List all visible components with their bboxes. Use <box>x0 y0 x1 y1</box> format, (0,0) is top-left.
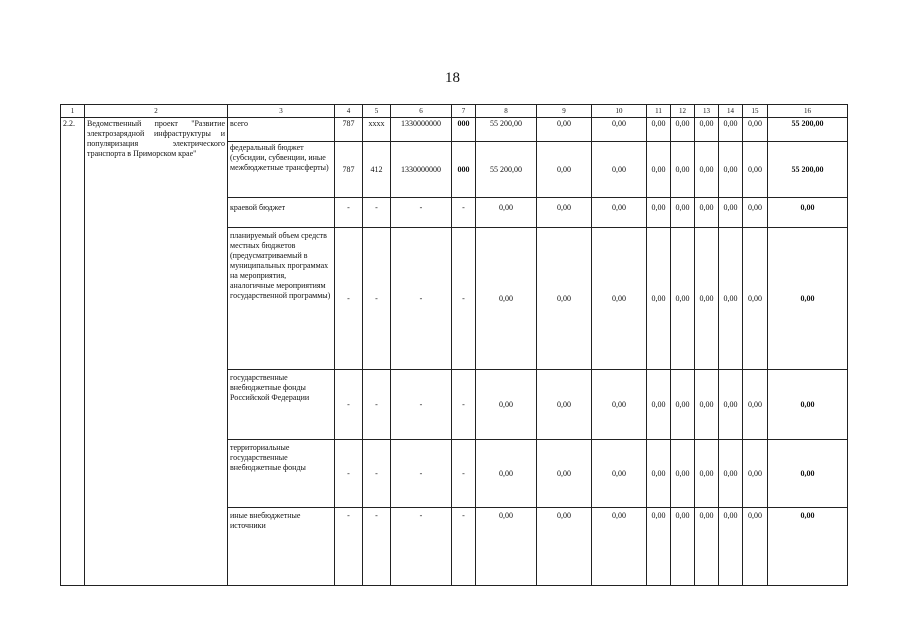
cell-c6: 1330000000 <box>391 142 452 198</box>
cell-c11: 0,00 <box>647 198 671 228</box>
cell-c5: 412 <box>363 142 391 198</box>
cell-c5: - <box>363 370 391 440</box>
cell-c7: 000 <box>452 118 476 142</box>
cell-c15: 0,00 <box>743 228 768 370</box>
cell-c4: - <box>335 198 363 228</box>
header-cell: 6 <box>391 105 452 118</box>
cell-c9: 0,00 <box>537 198 592 228</box>
cell-c15: 0,00 <box>743 440 768 508</box>
cell-c4: - <box>335 440 363 508</box>
cell-c16: 0,00 <box>768 198 848 228</box>
cell-c14: 0,00 <box>719 142 743 198</box>
header-cell: 5 <box>363 105 391 118</box>
source-label: государственные внебюджетные фонды Российской Федерации <box>228 370 335 440</box>
source-label: краевой бюджет <box>228 198 335 228</box>
cell-c4: - <box>335 370 363 440</box>
cell-c6: - <box>391 198 452 228</box>
cell-c16: 55 200,00 <box>768 142 848 198</box>
cell-c9: 0,00 <box>537 228 592 370</box>
header-cell: 2 <box>85 105 228 118</box>
header-cell: 15 <box>743 105 768 118</box>
cell-c13: 0,00 <box>695 198 719 228</box>
header-cell: 12 <box>671 105 695 118</box>
header-cell: 4 <box>335 105 363 118</box>
cell-c15: 0,00 <box>743 370 768 440</box>
source-label: всего <box>228 118 335 142</box>
source-label: планируемый объем средств местных бюджетов (предусматриваемый в муниципальных программах на мероприятия, аналогичные мероприятиям государственной программы) <box>228 228 335 370</box>
cell-c10: 0,00 <box>592 508 647 586</box>
cell-c9: 0,00 <box>537 508 592 586</box>
cell-c15: 0,00 <box>743 198 768 228</box>
cell-c5: - <box>363 228 391 370</box>
cell-c8: 0,00 <box>476 198 537 228</box>
cell-c5: - <box>363 440 391 508</box>
cell-c13: 0,00 <box>695 228 719 370</box>
project-name: Ведомственный проект "Развитие электрозарядной инфраструктуры и популяризация электрического транспорта в Приморском крае" <box>85 118 228 586</box>
cell-c8: 0,00 <box>476 228 537 370</box>
cell-c16: 0,00 <box>768 508 848 586</box>
item-number: 2.2. <box>61 118 85 586</box>
source-label: территориальные государственные внебюджетные фонды <box>228 440 335 508</box>
cell-c10: 0,00 <box>592 440 647 508</box>
header-cell: 8 <box>476 105 537 118</box>
cell-c15: 0,00 <box>743 142 768 198</box>
source-label: федеральный бюджет (субсидии, субвенции, иные межбюджетные трансферты) <box>228 142 335 198</box>
cell-c4: 787 <box>335 142 363 198</box>
cell-c14: 0,00 <box>719 198 743 228</box>
header-cell: 9 <box>537 105 592 118</box>
cell-c4: 787 <box>335 118 363 142</box>
cell-c6: - <box>391 508 452 586</box>
cell-c15: 0,00 <box>743 118 768 142</box>
header-cell: 13 <box>695 105 719 118</box>
cell-c11: 0,00 <box>647 370 671 440</box>
cell-c14: 0,00 <box>719 118 743 142</box>
cell-c13: 0,00 <box>695 142 719 198</box>
cell-c13: 0,00 <box>695 440 719 508</box>
cell-c4: - <box>335 228 363 370</box>
cell-c12: 0,00 <box>671 508 695 586</box>
cell-c16: 55 200,00 <box>768 118 848 142</box>
cell-c12: 0,00 <box>671 118 695 142</box>
cell-c10: 0,00 <box>592 118 647 142</box>
cell-c9: 0,00 <box>537 142 592 198</box>
cell-c12: 0,00 <box>671 142 695 198</box>
cell-c11: 0,00 <box>647 508 671 586</box>
header-cell: 16 <box>768 105 848 118</box>
cell-c8: 0,00 <box>476 508 537 586</box>
cell-c5: - <box>363 508 391 586</box>
source-label: иные внебюджетные источники <box>228 508 335 586</box>
cell-c11: 0,00 <box>647 142 671 198</box>
cell-c6: - <box>391 440 452 508</box>
header-cell: 3 <box>228 105 335 118</box>
header-cell: 11 <box>647 105 671 118</box>
cell-c7: - <box>452 508 476 586</box>
cell-c5: хххх <box>363 118 391 142</box>
cell-c14: 0,00 <box>719 228 743 370</box>
cell-c11: 0,00 <box>647 228 671 370</box>
cell-c12: 0,00 <box>671 228 695 370</box>
header-cell: 7 <box>452 105 476 118</box>
cell-c12: 0,00 <box>671 198 695 228</box>
cell-c11: 0,00 <box>647 118 671 142</box>
cell-c8: 0,00 <box>476 440 537 508</box>
cell-c6: - <box>391 370 452 440</box>
cell-c8: 0,00 <box>476 370 537 440</box>
cell-c6: 1330000000 <box>391 118 452 142</box>
cell-c12: 0,00 <box>671 440 695 508</box>
cell-c9: 0,00 <box>537 440 592 508</box>
cell-c14: 0,00 <box>719 370 743 440</box>
cell-c10: 0,00 <box>592 370 647 440</box>
cell-c7: - <box>452 370 476 440</box>
cell-c13: 0,00 <box>695 118 719 142</box>
cell-c6: - <box>391 228 452 370</box>
cell-c14: 0,00 <box>719 440 743 508</box>
cell-c10: 0,00 <box>592 198 647 228</box>
cell-c11: 0,00 <box>647 440 671 508</box>
cell-c7: - <box>452 440 476 508</box>
cell-c8: 55 200,00 <box>476 142 537 198</box>
cell-c4: - <box>335 508 363 586</box>
cell-c7: 000 <box>452 142 476 198</box>
cell-c12: 0,00 <box>671 370 695 440</box>
cell-c16: 0,00 <box>768 440 848 508</box>
cell-c5: - <box>363 198 391 228</box>
cell-c9: 0,00 <box>537 370 592 440</box>
cell-c9: 0,00 <box>537 118 592 142</box>
cell-c8: 55 200,00 <box>476 118 537 142</box>
table-row <box>61 118 848 142</box>
cell-c10: 0,00 <box>592 142 647 198</box>
cell-c16: 0,00 <box>768 370 848 440</box>
header-cell: 1 <box>61 105 85 118</box>
page-number: 18 <box>445 70 460 86</box>
header-row <box>61 105 848 118</box>
budget-table <box>60 104 848 586</box>
cell-c10: 0,00 <box>592 228 647 370</box>
cell-c16: 0,00 <box>768 228 848 370</box>
cell-c7: - <box>452 228 476 370</box>
cell-c13: 0,00 <box>695 508 719 586</box>
cell-c14: 0,00 <box>719 508 743 586</box>
header-cell: 14 <box>719 105 743 118</box>
header-cell: 10 <box>592 105 647 118</box>
cell-c15: 0,00 <box>743 508 768 586</box>
cell-c13: 0,00 <box>695 370 719 440</box>
cell-c7: - <box>452 198 476 228</box>
